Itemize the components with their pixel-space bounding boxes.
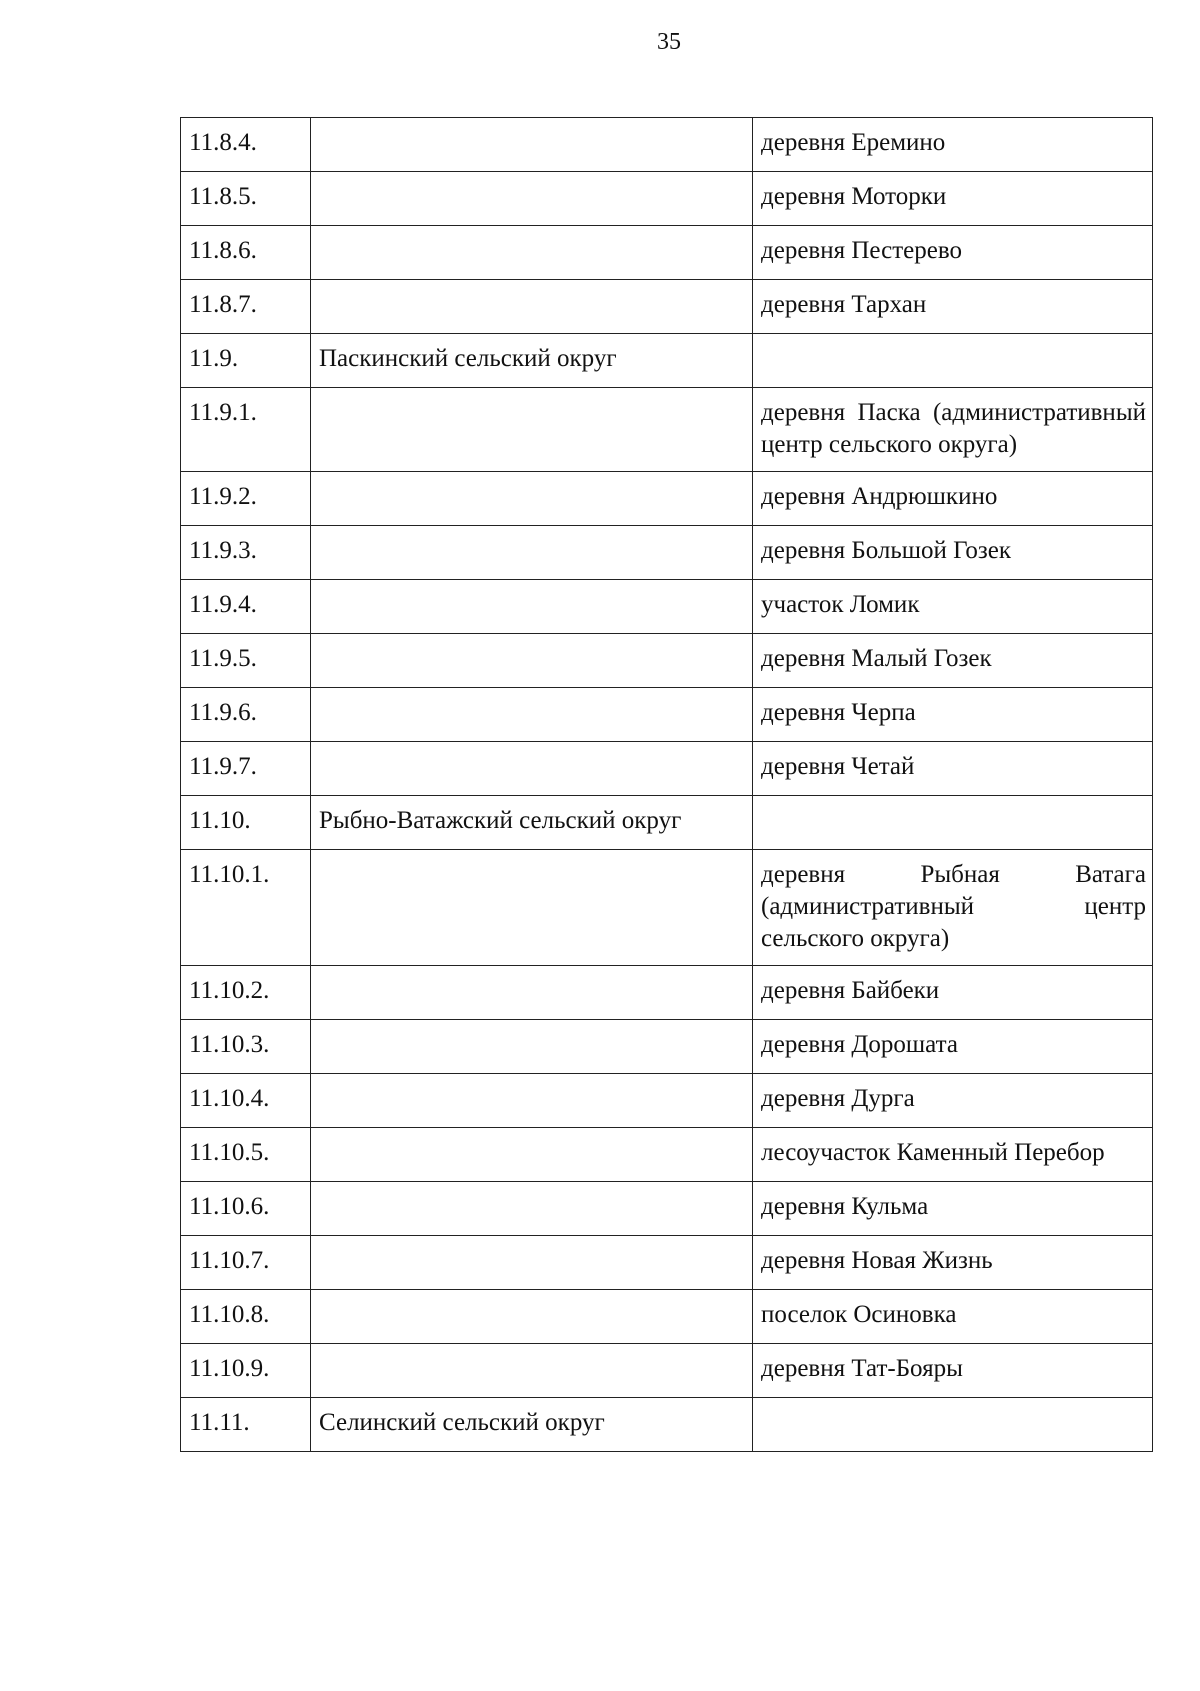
table-row: [181, 796, 1153, 850]
rural-district-cell: Селинский сельский округ: [311, 1398, 753, 1452]
table-row: [181, 966, 1153, 1020]
row-number-cell: 11.10.: [181, 796, 311, 850]
table-row: [181, 634, 1153, 688]
table-row: [181, 472, 1153, 526]
settlement-cell: деревня Четай: [753, 742, 1153, 796]
settlement-cell: деревня Малый Гозек: [753, 634, 1153, 688]
settlement-cell: [753, 796, 1153, 850]
page-number: 35: [657, 29, 681, 55]
rural-district-cell: [311, 1236, 753, 1290]
table-row: [181, 1182, 1153, 1236]
settlement-cell: деревня Черпа: [753, 688, 1153, 742]
row-number-cell: 11.10.6.: [181, 1182, 311, 1236]
rural-district-cell: [311, 388, 753, 472]
rural-district-cell: [311, 1128, 753, 1182]
table-row: [181, 280, 1153, 334]
settlement-cell: деревня Еремино: [753, 118, 1153, 172]
rural-district-cell: [311, 1344, 753, 1398]
settlement-cell: деревня Андрюшкино: [753, 472, 1153, 526]
table-row: [181, 1236, 1153, 1290]
table-row: [181, 1074, 1153, 1128]
rural-district-cell: [311, 688, 753, 742]
settlement-cell: деревня Тат-Бояры: [753, 1344, 1153, 1398]
row-number-cell: 11.8.6.: [181, 226, 311, 280]
rural-district-cell: [311, 966, 753, 1020]
rural-district-cell: [311, 118, 753, 172]
table-row: [181, 688, 1153, 742]
table-row: [181, 334, 1153, 388]
rural-district-cell: [311, 280, 753, 334]
settlements-table: [180, 117, 1153, 1452]
row-number-cell: 11.10.1.: [181, 850, 311, 966]
settlement-cell: деревня Паска (административный центр сельского округа): [753, 388, 1153, 472]
rural-district-cell: [311, 1074, 753, 1128]
settlement-cell: деревня Дурга: [753, 1074, 1153, 1128]
rural-district-cell: [311, 226, 753, 280]
row-number-cell: 11.9.5.: [181, 634, 311, 688]
table-row: [181, 1128, 1153, 1182]
rural-district-cell: [311, 472, 753, 526]
table-row: [181, 226, 1153, 280]
rural-district-cell: [311, 634, 753, 688]
settlement-cell: деревня Тархан: [753, 280, 1153, 334]
settlement-cell: [753, 1398, 1153, 1452]
table-row: [181, 172, 1153, 226]
settlement-cell: [753, 334, 1153, 388]
row-number-cell: 11.10.3.: [181, 1020, 311, 1074]
settlement-cell: деревня Большой Гозек: [753, 526, 1153, 580]
row-number-cell: 11.9.1.: [181, 388, 311, 472]
table-row: [181, 580, 1153, 634]
row-number-cell: 11.9.2.: [181, 472, 311, 526]
row-number-cell: 11.9.: [181, 334, 311, 388]
rural-district-cell: [311, 850, 753, 966]
rural-district-cell: [311, 580, 753, 634]
rural-district-cell: [311, 1020, 753, 1074]
table-row: [181, 850, 1153, 966]
table-body: [181, 118, 1153, 1452]
row-number-cell: 11.10.8.: [181, 1290, 311, 1344]
rural-district-cell: [311, 1290, 753, 1344]
row-number-cell: 11.10.9.: [181, 1344, 311, 1398]
table-row: [181, 1020, 1153, 1074]
row-number-cell: 11.10.4.: [181, 1074, 311, 1128]
table-row: [181, 118, 1153, 172]
row-number-cell: 11.8.7.: [181, 280, 311, 334]
settlement-cell: деревня Моторки: [753, 172, 1153, 226]
settlement-cell: деревня Новая Жизнь: [753, 1236, 1153, 1290]
settlement-cell: деревня Пестерево: [753, 226, 1153, 280]
table-row: [181, 1344, 1153, 1398]
rural-district-cell: [311, 172, 753, 226]
table-row: [181, 526, 1153, 580]
rural-district-cell: Рыбно-Ватажский сельский округ: [311, 796, 753, 850]
row-number-cell: 11.8.5.: [181, 172, 311, 226]
rural-district-cell: Паскинский сельский округ: [311, 334, 753, 388]
settlement-cell: деревня Дорошата: [753, 1020, 1153, 1074]
table-row: [181, 388, 1153, 472]
settlement-cell: участок Ломик: [753, 580, 1153, 634]
row-number-cell: 11.9.6.: [181, 688, 311, 742]
settlement-cell: поселок Осиновка: [753, 1290, 1153, 1344]
row-number-cell: 11.10.2.: [181, 966, 311, 1020]
rural-district-cell: [311, 526, 753, 580]
rural-district-cell: [311, 742, 753, 796]
table-row: [181, 1290, 1153, 1344]
row-number-cell: 11.9.4.: [181, 580, 311, 634]
rural-district-cell: [311, 1182, 753, 1236]
settlement-cell: деревня Байбеки: [753, 966, 1153, 1020]
row-number-cell: 11.8.4.: [181, 118, 311, 172]
settlement-cell: деревня Рыбная Ватага (административный центр сельского округа): [753, 850, 1153, 966]
row-number-cell: 11.9.3.: [181, 526, 311, 580]
row-number-cell: 11.10.7.: [181, 1236, 311, 1290]
settlement-cell: деревня Кульма: [753, 1182, 1153, 1236]
table-row: [181, 742, 1153, 796]
row-number-cell: 11.9.7.: [181, 742, 311, 796]
settlement-cell: лесоучасток Каменный Перебор: [753, 1128, 1153, 1182]
table-row: [181, 1398, 1153, 1452]
row-number-cell: 11.10.5.: [181, 1128, 311, 1182]
row-number-cell: 11.11.: [181, 1398, 311, 1452]
